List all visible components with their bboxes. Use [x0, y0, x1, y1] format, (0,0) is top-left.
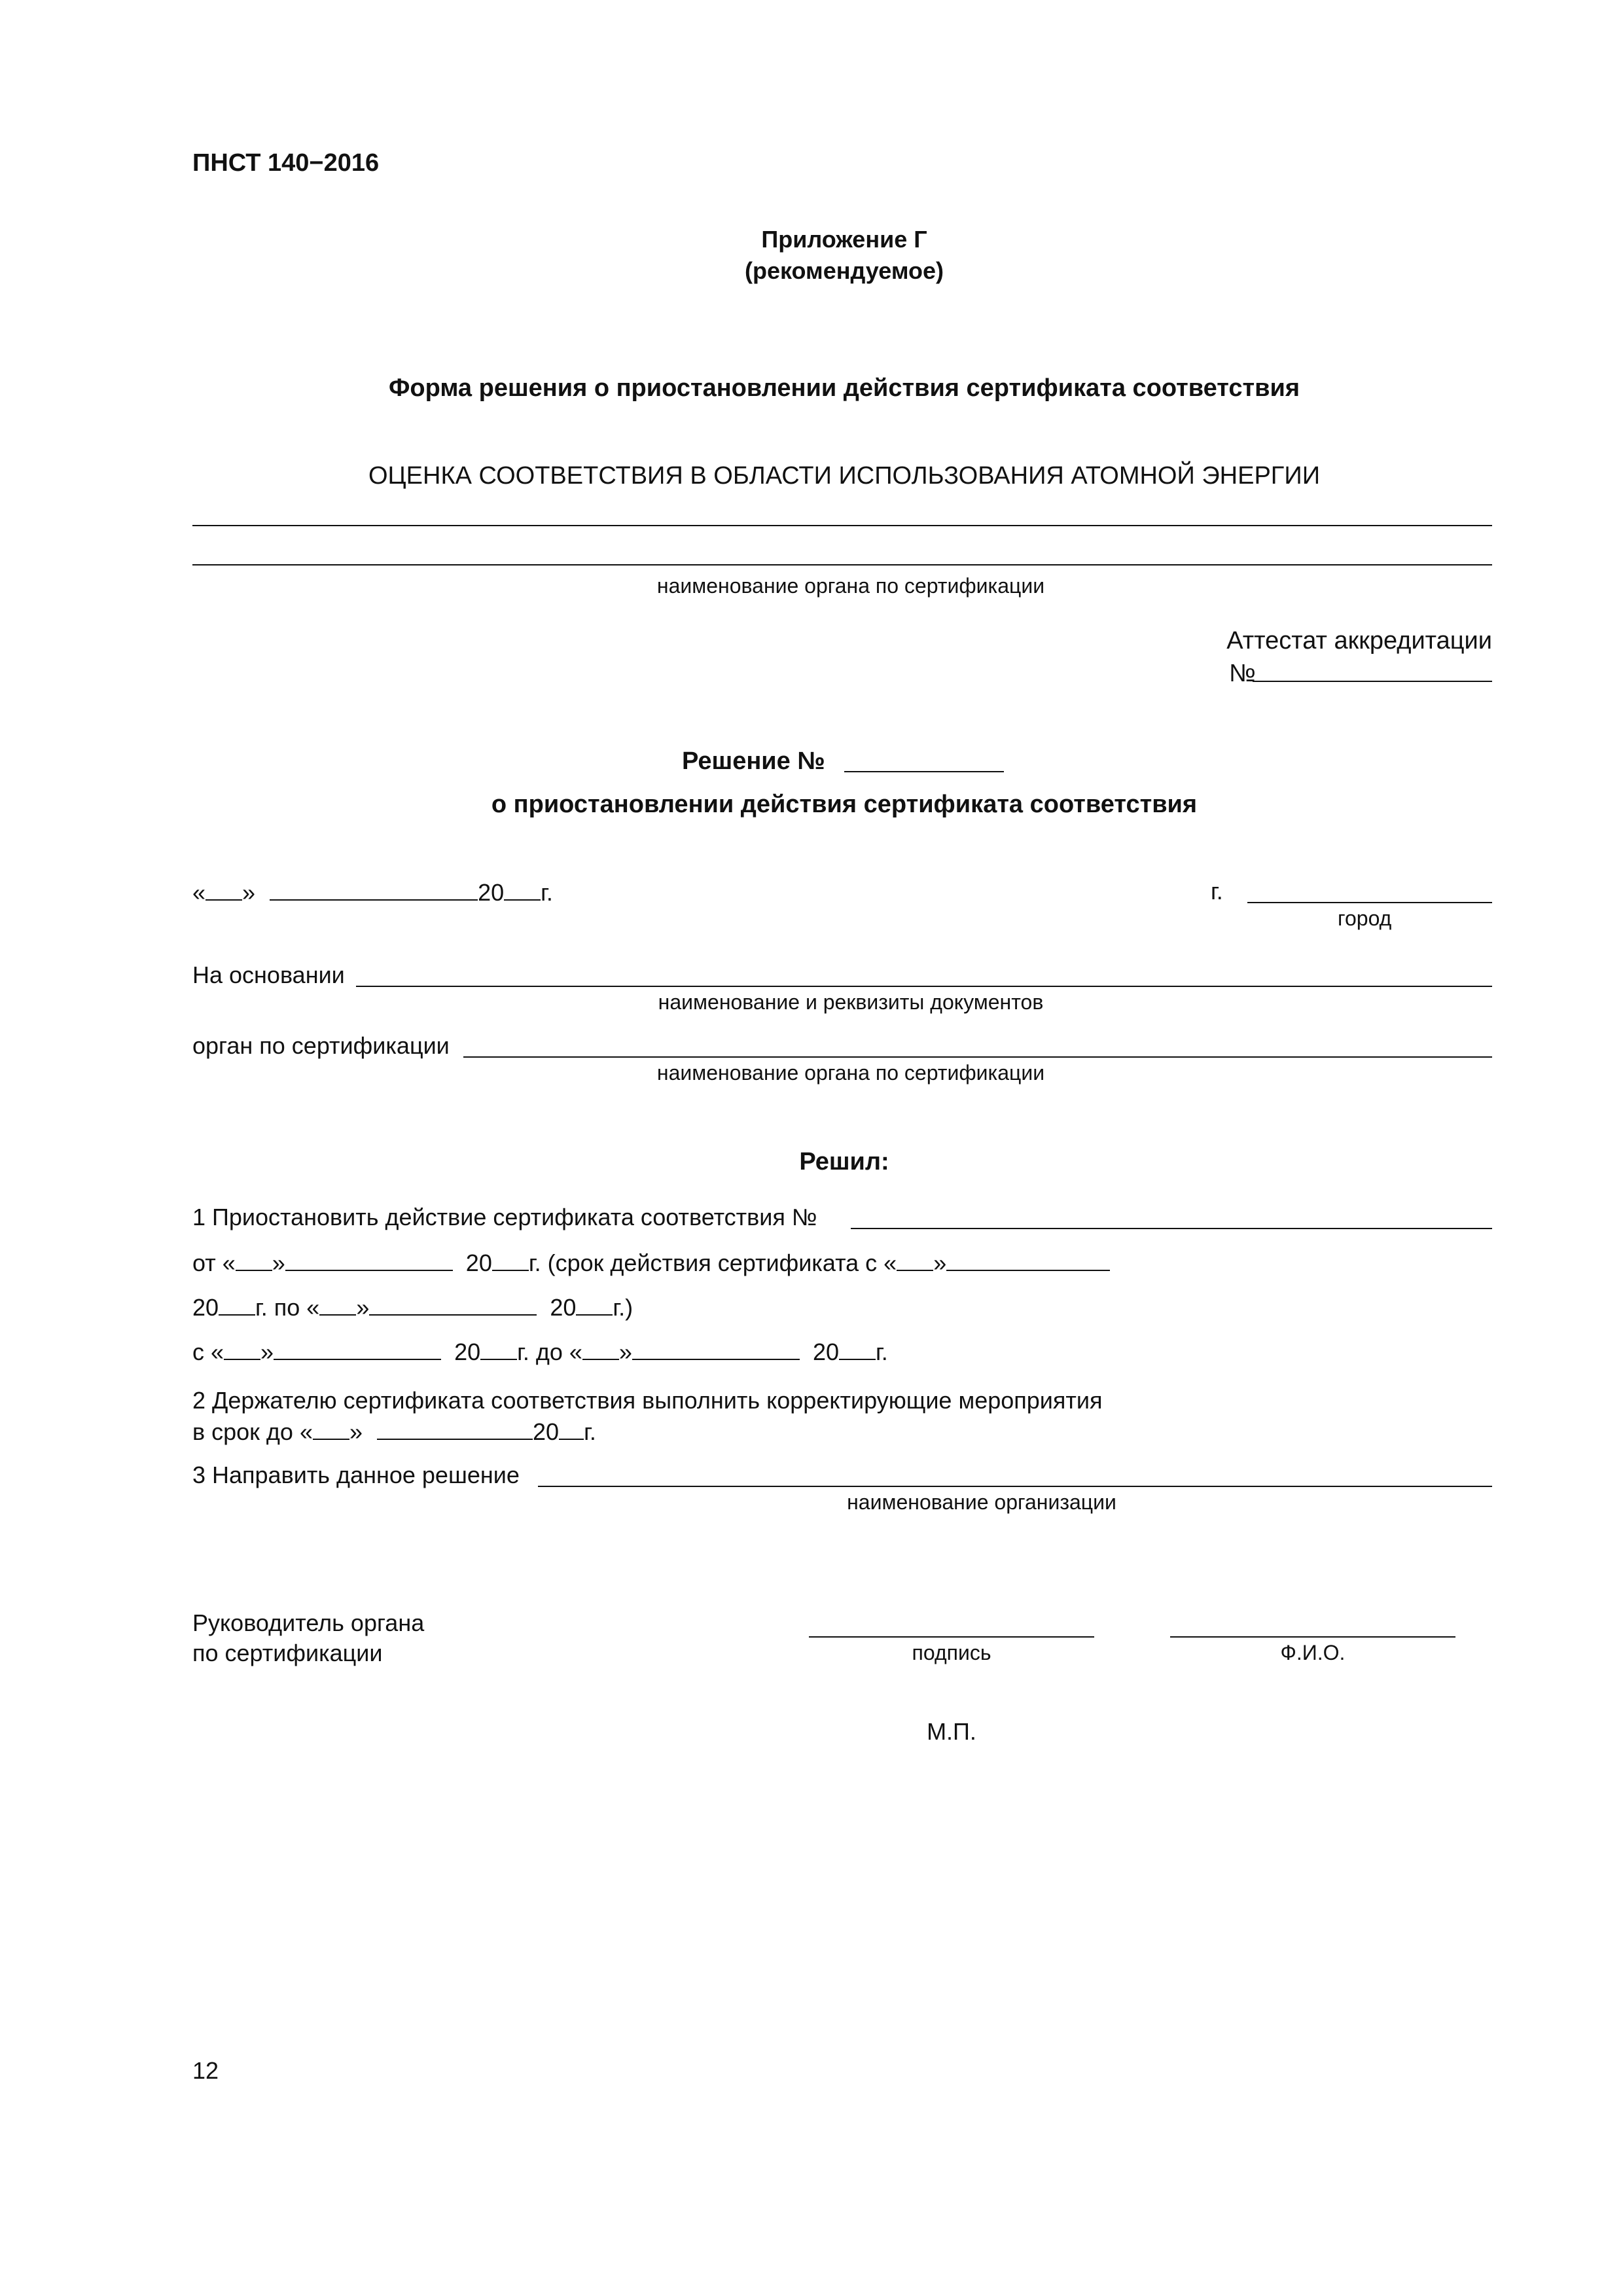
basis-label: На основании [192, 961, 345, 988]
item3-organization-field[interactable] [538, 1486, 1492, 1487]
head-title-line2: по сертификации [192, 1640, 383, 1666]
item1-with-month[interactable] [274, 1336, 441, 1360]
item1-from-year[interactable] [492, 1247, 529, 1271]
item1-until-year-prefix: 20 [812, 1338, 840, 1365]
item3-text: 3 Направить данное решение [192, 1462, 520, 1488]
accreditation-number-sign: № [1229, 660, 1256, 687]
resolved-heading: Решил: [799, 1148, 889, 1175]
body-caption: наименование органа по сертификации [656, 1061, 1045, 1085]
item2-deadline-label: в срок до « [192, 1418, 313, 1445]
item1-with-year[interactable] [480, 1336, 517, 1360]
item1-to-end: г.) [613, 1294, 633, 1321]
body-name-line-1[interactable] [192, 525, 1492, 526]
item2-deadline-month[interactable] [377, 1416, 533, 1440]
item1-validity-day[interactable] [897, 1247, 933, 1271]
item1-to-month[interactable] [369, 1292, 537, 1316]
signature-caption: подпись [912, 1641, 991, 1664]
item1-text: 1 Приостановить действие сертификата соответствия № [192, 1204, 817, 1230]
body-field[interactable] [463, 1056, 1492, 1058]
item1-until-month[interactable] [632, 1336, 800, 1360]
item2-deadline-year[interactable] [559, 1416, 584, 1440]
item1-validity-month[interactable] [946, 1247, 1110, 1271]
item2-year-end: г. [584, 1418, 596, 1445]
item3-caption: наименование организации [847, 1490, 1116, 1514]
item1-until-day[interactable] [582, 1336, 619, 1360]
item2-deadline-year-prefix: 20 [533, 1418, 560, 1445]
decision-subject: о приостановлении действия сертификата соответствия [491, 791, 1198, 818]
item1-to-day[interactable] [319, 1292, 356, 1316]
item1-to-label: г. по « [255, 1294, 320, 1321]
item2-deadline-close-quote: » [349, 1418, 363, 1445]
item1-end: г. [876, 1338, 888, 1365]
signature-field[interactable] [809, 1636, 1094, 1638]
item1-validity-label: г. (срок действия сертификата с « [528, 1249, 897, 1276]
appendix-title: Приложение Г [761, 226, 927, 253]
basis-caption: наименование и реквизиты документов [658, 990, 1044, 1014]
item1-until-label: г. до « [517, 1338, 582, 1365]
body-label: орган по сертификации [192, 1032, 450, 1059]
date-close-quote: » [242, 879, 256, 906]
year-suffix: г. [541, 879, 553, 906]
item1-to-year[interactable] [576, 1292, 613, 1316]
accreditation-number-field[interactable] [1253, 681, 1492, 682]
city-field[interactable] [1247, 902, 1492, 903]
date-open-quote: « [192, 879, 206, 906]
accreditation-label: Аттестат аккредитации [1226, 627, 1492, 655]
seal-place: М.П. [927, 1718, 976, 1745]
item1-to-line [192, 1292, 633, 1322]
decision-number-label: Решение № [682, 747, 825, 775]
item1-from-line [192, 1247, 1110, 1278]
item1-from-close-quote: » [272, 1249, 285, 1276]
form-title: Форма решения о приостановлении действия сертификата соответствия [388, 374, 1300, 402]
item1-from-day[interactable] [236, 1247, 272, 1271]
decision-number-field[interactable] [844, 771, 1004, 772]
item1-from-month[interactable] [285, 1247, 453, 1271]
full-name-caption: Ф.И.О. [1280, 1641, 1346, 1664]
body-name-line-2[interactable] [192, 564, 1492, 565]
day-field[interactable] [205, 877, 242, 901]
item2-deadline-day[interactable] [313, 1416, 349, 1440]
item1-to-close-quote: » [356, 1294, 370, 1321]
system-title: ОЦЕНКА СООТВЕТСТВИЯ В ОБЛАСТИ ИСПОЛЬЗОВАНИЯ АТОМНОЙ ЭНЕРГИИ [368, 462, 1321, 490]
item1-until-year[interactable] [839, 1336, 876, 1360]
item1-until-close-quote: » [618, 1338, 632, 1365]
item2-line2 [192, 1416, 596, 1446]
basis-field[interactable] [356, 986, 1492, 987]
item1-from-label: от « [192, 1249, 236, 1276]
item1-to-year-prefix: 20 [550, 1294, 577, 1321]
item1-certificate-number-field[interactable] [851, 1228, 1492, 1229]
item1-with-day[interactable] [224, 1336, 260, 1360]
item1-validity-year-prefix: 20 [192, 1294, 219, 1321]
month-field[interactable] [270, 877, 478, 901]
appendix-subtitle: (рекомендуемое) [745, 257, 944, 284]
date-line [192, 877, 553, 907]
item1-with-label: с « [192, 1338, 224, 1365]
item1-from-year-prefix: 20 [465, 1249, 492, 1276]
year-prefix: 20 [478, 879, 505, 906]
body-name-caption: наименование органа по сертификации [656, 574, 1045, 598]
item1-with-year-prefix: 20 [454, 1338, 481, 1365]
year-field[interactable] [504, 877, 541, 901]
page-number: 12 [192, 2057, 219, 2084]
item2-line1: 2 Держателю сертификата соответствия выполнить корректирующие мероприятия [192, 1387, 1103, 1414]
city-caption: город [1338, 906, 1392, 930]
item1-validity-close-quote: » [933, 1249, 947, 1276]
item1-validity-year[interactable] [219, 1292, 255, 1316]
city-prefix: г. [1211, 878, 1223, 905]
full-name-field[interactable] [1170, 1636, 1455, 1638]
standard-code: ПНСТ 140−2016 [192, 149, 380, 177]
item1-with-line [192, 1336, 888, 1367]
head-title-line1: Руководитель органа [192, 1609, 425, 1636]
item1-with-close-quote: » [260, 1338, 274, 1365]
